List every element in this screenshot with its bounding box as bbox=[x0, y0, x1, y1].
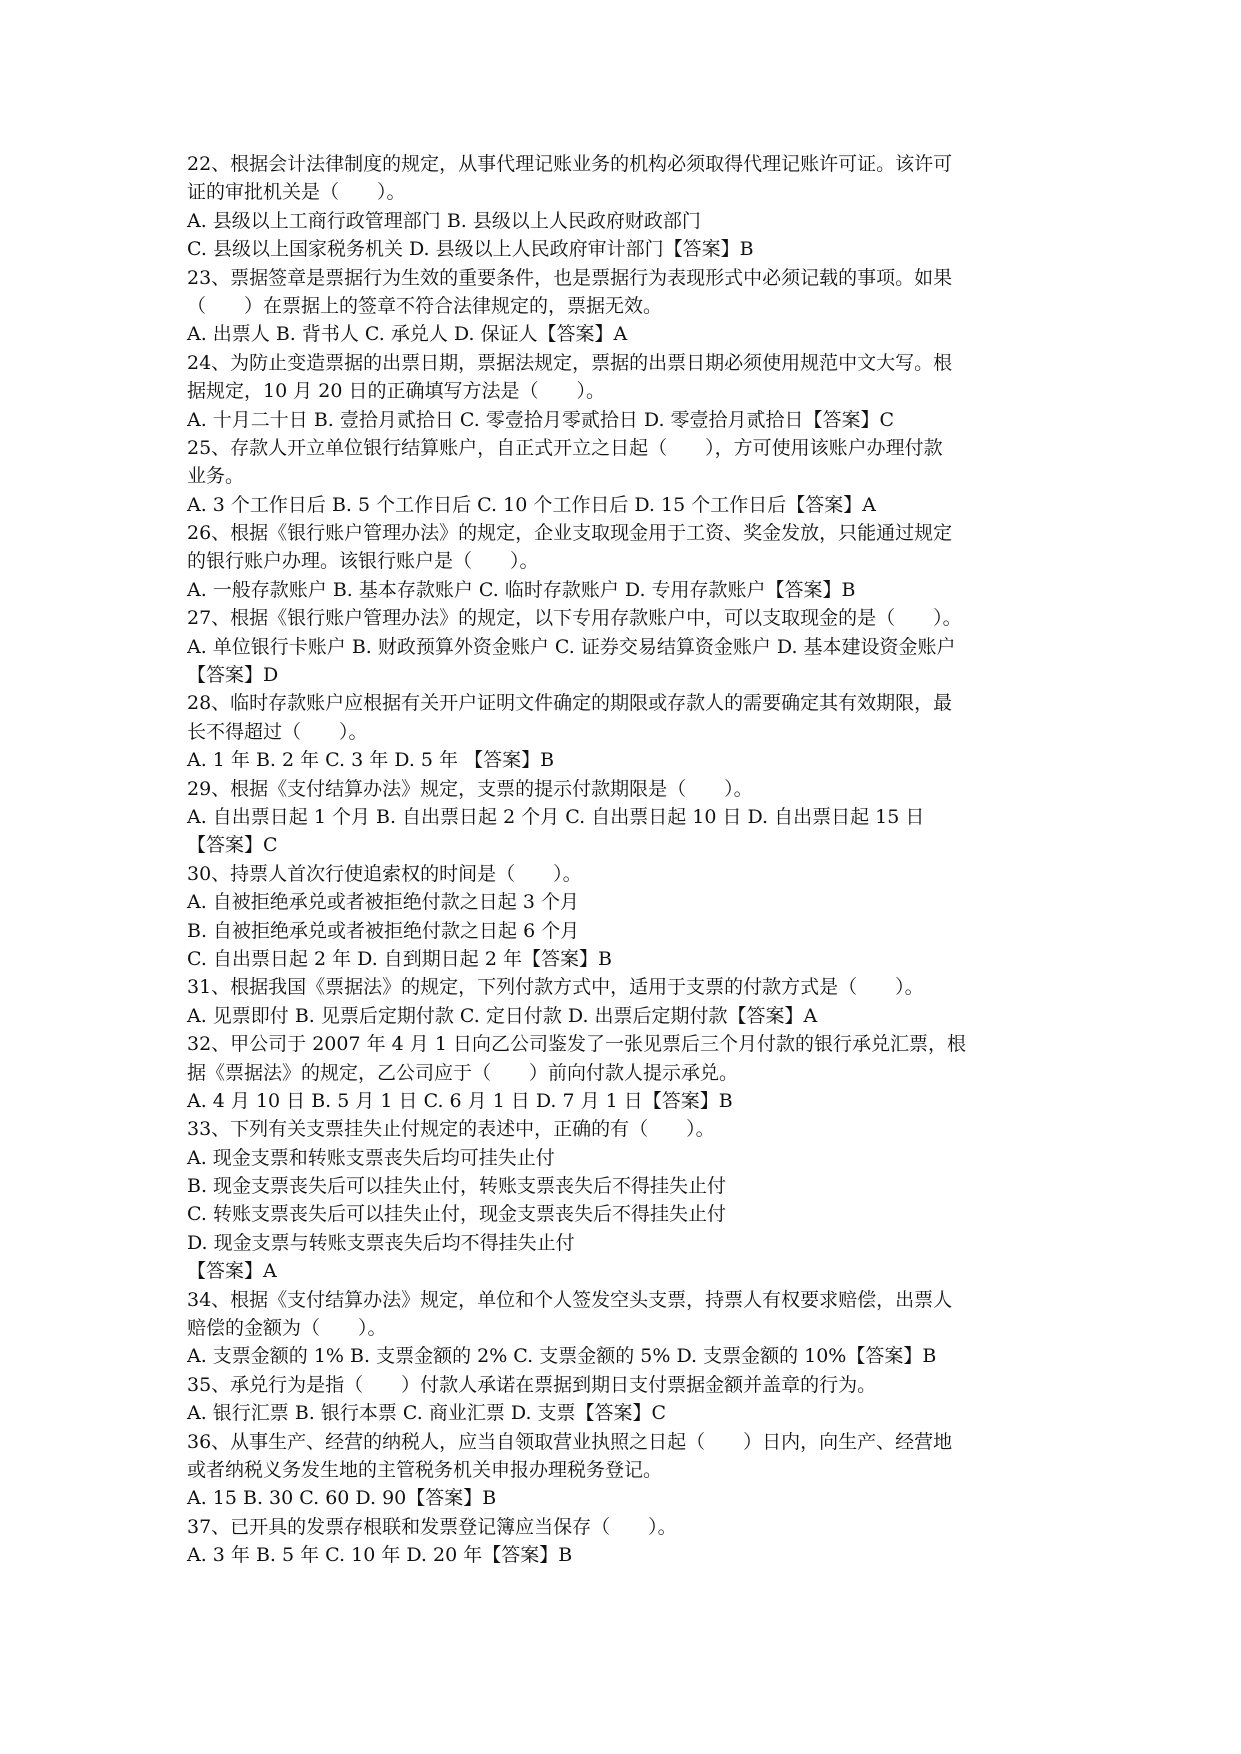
text-line: D. 现金支票与转账支票丧失后均不得挂失止付 bbox=[187, 1231, 575, 1254]
text-line: 赔偿的金额为（ ）。 bbox=[187, 1317, 387, 1340]
text-line: 28、临时存款账户应根据有关开户证明文件确定的期限或存款人的需要确定其有效期限，最 bbox=[187, 692, 953, 715]
text-line: A. 出票人 B. 背书人 C. 承兑人 D. 保证人【答案】A bbox=[187, 323, 628, 346]
text-line: 32、甲公司于 2007 年 4 月 1 日向乙公司鉴发了一张见票后三个月付款的银行承兑汇票，根 bbox=[187, 1033, 966, 1056]
text-line: 或者纳税义务发生地的主管税务机关申报办理税务登记。 bbox=[187, 1458, 663, 1481]
text-line: 37、已开具的发票存根联和发票登记簿应当保存（ ）。 bbox=[187, 1515, 677, 1538]
text-line: A. 县级以上工商行政管理部门 B. 县级以上人民政府财政部门 bbox=[187, 209, 701, 232]
text-line: A. 支票金额的 1% B. 支票金额的 2% C. 支票金额的 5% D. 支票金额的 10%【答案】B bbox=[187, 1345, 937, 1368]
text-line: A. 单位银行卡账户 B. 财政预算外资金账户 C. 证券交易结算资金账户 D. 基本建设资金账户 bbox=[187, 635, 956, 658]
text-line: 24、为防止变造票据的出票日期，票据法规定，票据的出票日期必须使用规范中文大写。根 bbox=[187, 351, 953, 374]
text-line: A. 1 年 B. 2 年 C. 3 年 D. 5 年 【答案】B bbox=[187, 749, 555, 772]
text-line: A. 自出票日起 1 个月 B. 自出票日起 2 个月 C. 自出票日起 10 日 D. 自出票日起 15 日 bbox=[187, 805, 925, 828]
text-line: 33、下列有关支票挂失止付规定的表述中，正确的有（ ）。 bbox=[187, 1118, 715, 1141]
text-line: 25、存款人开立单位银行结算账户，自正式开立之日起（ ），方可使用该账户办理付款 bbox=[187, 436, 943, 459]
text-line: 23、票据签章是票据行为生效的重要条件，也是票据行为表现形式中必须记载的事项。如果 bbox=[187, 266, 953, 289]
text-line: A. 现金支票和转账支票丧失后均可挂失止付 bbox=[187, 1146, 555, 1169]
text-line: （ ）在票据上的签章不符合法律规定的，票据无效。 bbox=[187, 294, 663, 317]
text-line: C. 县级以上国家税务机关 D. 县级以上人民政府审计部门【答案】B bbox=[187, 238, 754, 261]
text-line: 【答案】D bbox=[187, 664, 279, 687]
text-line: 【答案】C bbox=[187, 834, 278, 857]
text-line: A. 15 B. 30 C. 60 D. 90【答案】B bbox=[187, 1487, 497, 1510]
text-line: 业务。 bbox=[187, 465, 245, 488]
text-line: 【答案】A bbox=[187, 1260, 277, 1283]
text-line: A. 见票即付 B. 见票后定期付款 C. 定日付款 D. 出票后定期付款【答案】A bbox=[187, 1004, 818, 1027]
text-line: 据规定，10 月 20 日的正确填写方法是（ ）。 bbox=[187, 380, 605, 403]
text-line: 31、根据我国《票据法》的规定，下列付款方式中，适用于支票的付款方式是（ ）。 bbox=[187, 976, 924, 999]
text-line: A. 4 月 10 日 B. 5 月 1 日 C. 6 月 1 日 D. 7 月 1 日【答案】B bbox=[187, 1089, 733, 1112]
text-line: 30、持票人首次行使追索权的时间是（ ）。 bbox=[187, 862, 582, 885]
text-line: A. 3 个工作日后 B. 5 个工作日后 C. 10 个工作日后 D. 15 个工作日后【答案】A bbox=[187, 493, 876, 516]
text-line: 26、根据《银行账户管理办法》的规定，企业支取现金用于工资、奖金发放，只能通过规定 bbox=[187, 522, 953, 545]
text-line: C. 自出票日起 2 年 D. 自到期日起 2 年【答案】B bbox=[187, 947, 612, 970]
text-line: 34、根据《支付结算办法》规定，单位和个人签发空头支票，持票人有权要求赔偿，出票人 bbox=[187, 1288, 953, 1311]
text-line: C. 转账支票丧失后可以挂失止付，现金支票丧失后不得挂失止付 bbox=[187, 1203, 726, 1226]
text-line: A. 3 年 B. 5 年 C. 10 年 D. 20 年【答案】B bbox=[187, 1544, 573, 1567]
text-line: 证的审批机关是（ ）。 bbox=[187, 181, 406, 204]
text-line: 27、根据《银行账户管理办法》的规定，以下专用存款账户中，可以支取现金的是（ ）。 bbox=[187, 607, 962, 630]
text-line: B. 现金支票丧失后可以挂失止付，转账支票丧失后不得挂失止付 bbox=[187, 1175, 727, 1198]
text-line: A. 一般存款账户 B. 基本存款账户 C. 临时存款账户 D. 专用存款账户【答案】B bbox=[187, 578, 856, 601]
text-line: 29、根据《支付结算办法》规定，支票的提示付款期限是（ ）。 bbox=[187, 777, 753, 800]
text-line: 36、从事生产、经营的纳税人，应当自领取营业执照之日起（ ）日内，向生产、经营地 bbox=[187, 1430, 953, 1453]
text-line: 长不得超过（ ）。 bbox=[187, 720, 368, 743]
text-line: A. 自被拒绝承兑或者被拒绝付款之日起 3 个月 bbox=[187, 891, 579, 914]
text-line: 据《票据法》的规定，乙公司应于（ ）前向付款人提示承兑。 bbox=[187, 1061, 739, 1084]
text-line: A. 银行汇票 B. 银行本票 C. 商业汇票 D. 支票【答案】C bbox=[187, 1402, 667, 1425]
text-line: 的银行账户办理。该银行账户是（ ）。 bbox=[187, 550, 539, 573]
document-body bbox=[187, 150, 1067, 1570]
text-line: A. 十月二十日 B. 壹拾月贰拾日 C. 零壹拾月零贰拾日 D. 零壹拾月贰拾日【答案】C bbox=[187, 408, 895, 431]
text-line: B. 自被拒绝承兑或者被拒绝付款之日起 6 个月 bbox=[187, 919, 580, 942]
text-line: 22、根据会计法律制度的规定，从事代理记账业务的机构必须取得代理记账许可证。该许可 bbox=[187, 153, 953, 175]
text-line: 35、承兑行为是指（ ）付款人承诺在票据到期日支付票据金额并盖章的行为。 bbox=[187, 1373, 877, 1396]
